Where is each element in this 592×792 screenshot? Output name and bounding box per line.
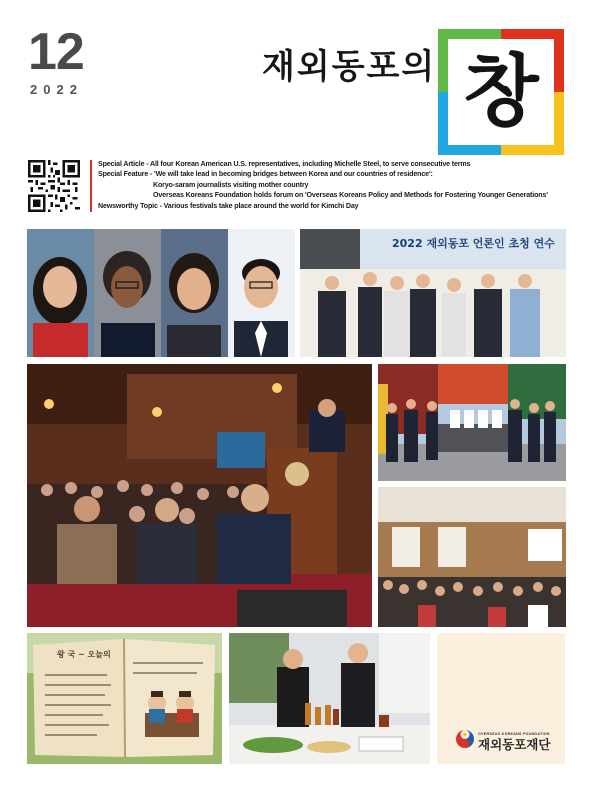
foundation-name-en: OVERSEAS KOREANS FOUNDATION (478, 732, 550, 736)
storybook-illustration (27, 633, 222, 764)
forum-hall-photo (378, 487, 566, 627)
foundation-name-ko: 재외동포재단 (478, 737, 551, 752)
qr-code (28, 160, 80, 212)
contents-line: Special Feature - 'We will take lead in becoming bridges between Korea and our countries of residence': (98, 170, 433, 179)
contents-line: Koryo-saram journalists visiting mother country (153, 180, 309, 189)
cooking-class-photo (229, 633, 430, 764)
banner-title: 2022 재외동포 언론인 초청 연수 (392, 237, 555, 250)
street-festival-photo (378, 364, 566, 481)
contents-list (98, 159, 568, 211)
storybook-heading: 왕 국 ~ 오늘의 (57, 650, 111, 659)
contents-divider (90, 160, 92, 212)
portraits-photo (27, 229, 295, 357)
issue-year: 2022 (30, 82, 83, 97)
contents-line: Overseas Koreans Foundation holds forum on 'Overseas Koreans Policy and Methods for Fostering Younger Generations' (153, 191, 548, 200)
gala-dinner-photo (27, 364, 372, 627)
magazine-title: 재외동포의 (262, 47, 437, 87)
issue-number: 12 (28, 23, 84, 81)
logo-character: 창 (463, 47, 539, 137)
foundation-logo-icon (455, 729, 475, 749)
contents-line: Special Article - All four Korean American U.S. representatives, including Michelle Steel, to serve consecutive terms (98, 160, 471, 168)
group-banner-photo (300, 229, 566, 357)
magazine-logo (438, 29, 564, 155)
contents-line: Newsworthy Topic - Various festivals take place around the world for Kimchi Day (98, 201, 359, 210)
